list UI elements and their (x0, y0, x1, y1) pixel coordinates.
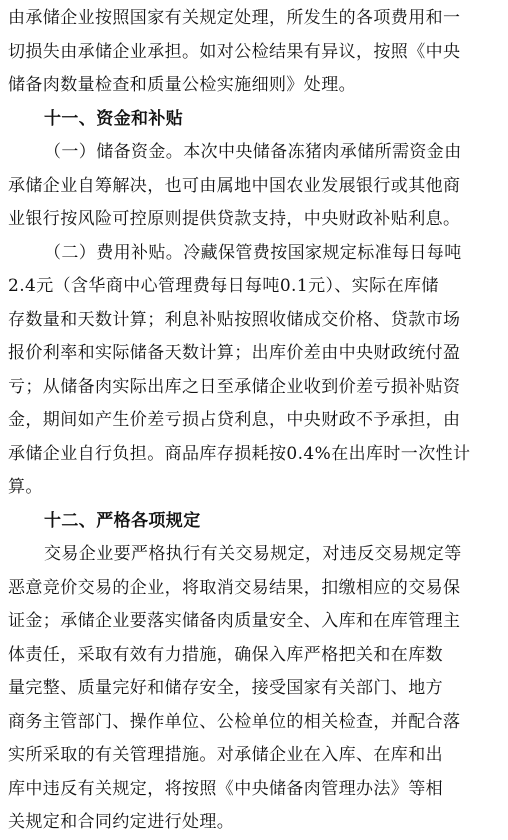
text-line: 承储企业自筹解决，也可由属地中国农业发展银行或其他商 (8, 175, 461, 196)
text-line: 证金；承储企业要落实储备肉质量安全、入库和在库管理主 (8, 611, 461, 631)
paragraph-start-line: （二）费用补贴。冷藏保管费按国家规定标准每日每吨 (44, 242, 462, 263)
text-line: 商务主管部门、操作单位、公检单位的相关检查，并配合落 (8, 711, 461, 732)
text-line: 金，期间如产生价差亏损占贷利息，中央财政不予承担，由 (8, 410, 461, 430)
text-line: 承储企业自行负担。商品库存损耗按0.4%在出库时一次性计 (8, 443, 471, 464)
text-line: 业银行按风险可控原则提供贷款支持，中央财政补贴利息。 (8, 209, 461, 229)
text-line: 算。 (8, 477, 43, 497)
text-line: 恶意竞价交易的企业，将取消交易结果，扣缴相应的交易保 (8, 577, 461, 598)
text-line: 实所采取的有关管理措施。对承储企业在入库、在库和出 (8, 745, 443, 765)
text-line: 库中违反有关规定，将按照《中央储备肉管理办法》等相 (8, 778, 443, 799)
paragraph-start-line: 交易企业要严格执行有关交易规定，对违反交易规定等 (44, 544, 462, 564)
text-line: 由承储企业按照国家有关规定处理，所发生的各项费用和一 (8, 8, 461, 28)
text-line: 切损失由承储企业承担。如对公检结果有异议，按照《中央 (8, 41, 461, 62)
text-line: 报价利率和实际储备天数计算；出库价差由中央财政统付盈 (8, 343, 461, 363)
text-line: 关规定和合同约定进行处理。 (8, 812, 235, 832)
text-line: 2.4元（含华商中心管理费每日每吨0.1元）、实际在库储 (8, 276, 439, 296)
text-line: 亏；从储备肉实际出库之日至承储企业收到价差亏损补贴资 (8, 376, 461, 397)
text-line: 量完整、质量完好和储存安全，接受国家有关部门、地方 (8, 678, 443, 698)
section-heading: 十二、严格各项规定 (44, 510, 201, 531)
text-line: 存数量和天数计算；利息补贴按照收储成交价格、贷款市场 (8, 309, 461, 330)
paragraph-start-line: （一）储备资金。本次中央储备冻猪肉承储所需资金由 (44, 142, 462, 162)
text-line: 储备肉数量检查和质量公检实施细则》处理。 (8, 75, 356, 95)
text-line: 体责任，采取有效有力措施，确保入库严格把关和在库数 (8, 644, 443, 665)
section-heading: 十一、资金和补贴 (44, 108, 184, 129)
